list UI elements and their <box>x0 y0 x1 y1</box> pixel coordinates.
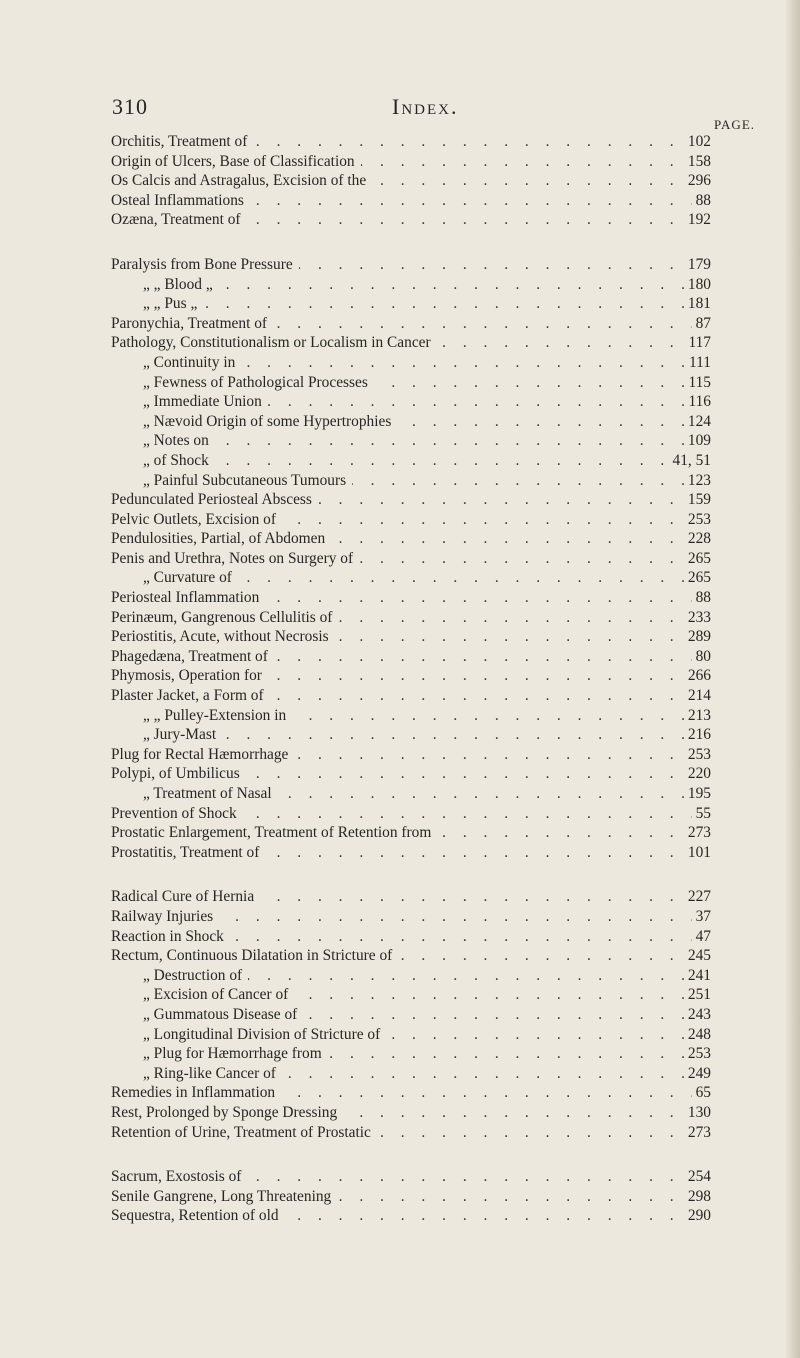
index-entry <box>111 255 711 275</box>
entry-page-number: 273 <box>684 1123 711 1143</box>
entry-text: Prevention of Shock <box>111 804 243 824</box>
entry-page-number: 289 <box>684 627 711 647</box>
index-entry <box>111 1206 711 1226</box>
entry-text: „ Destruction of <box>143 966 248 986</box>
index-section <box>111 1167 711 1226</box>
index-entry <box>111 966 711 986</box>
index-entry <box>111 725 711 745</box>
entry-page-number: 298 <box>684 1187 711 1207</box>
entry-text: „ Continuity in <box>143 353 241 373</box>
entry-page-number: 55 <box>692 804 711 824</box>
index-entry <box>111 191 711 211</box>
entry-text: „ Longitudinal Division of Stricture of <box>143 1025 386 1045</box>
index-entry <box>111 333 711 353</box>
entry-page-number: 88 <box>692 191 711 211</box>
entry-text: Radical Cure of Hernia <box>111 887 260 907</box>
index-entry <box>111 627 711 647</box>
index-entry <box>111 529 711 549</box>
page-number: 310 <box>112 94 148 119</box>
index-entry <box>111 314 711 334</box>
dot-leader <box>143 451 711 471</box>
entry-text: Rest, Prolonged by Sponge Dressing <box>111 1103 343 1123</box>
entry-page-number: 253 <box>684 745 711 765</box>
index-entry <box>111 843 711 863</box>
entry-text: „ Jury-Mast <box>143 725 222 745</box>
index-entry <box>111 608 711 628</box>
entry-text: Os Calcis and Astragalus, Excision of the <box>111 171 372 191</box>
entry-text: „ Plug for Hæmorrhage from <box>143 1044 328 1064</box>
index-entry <box>111 171 711 191</box>
entry-text: Origin of Ulcers, Base of Classification <box>111 152 361 172</box>
entry-page-number: 290 <box>684 1206 711 1226</box>
entry-page-number: 115 <box>684 373 711 393</box>
entry-page-number: 273 <box>684 823 711 843</box>
entry-page-number: 37 <box>692 907 711 927</box>
entry-page-number: 123 <box>684 471 711 491</box>
index-entry <box>111 907 711 927</box>
index-entry <box>111 1005 711 1025</box>
index-entry <box>111 353 711 373</box>
entry-page-number: 87 <box>692 314 711 334</box>
entry-page-number: 213 <box>684 706 711 726</box>
entry-text: Plug for Rectal Hæmorrhage <box>111 745 294 765</box>
index-entry <box>111 1167 711 1187</box>
entry-text: Polypi, of Umbilicus <box>111 764 246 784</box>
index-entry <box>111 887 711 907</box>
index-entry <box>111 152 711 172</box>
entry-page-number: 266 <box>684 666 711 686</box>
entry-page-number: 65 <box>692 1083 711 1103</box>
index-entry <box>111 1044 711 1064</box>
entry-text: „ „ Pus „ <box>143 294 203 314</box>
entry-page-number: 124 <box>684 412 711 432</box>
entry-text: Sacrum, Exostosis of <box>111 1167 247 1187</box>
entry-text: „ Nævoid Origin of some Hypertrophies <box>143 412 397 432</box>
entry-text: „ „ Blood „ <box>143 275 219 295</box>
entry-page-number: 296 <box>684 171 711 191</box>
entry-page-number: 80 <box>692 647 711 667</box>
entry-text: Periosteal Inflammation <box>111 588 265 608</box>
entry-text: Phymosis, Operation for <box>111 666 268 686</box>
entry-page-number: 216 <box>684 725 711 745</box>
entry-page-number: 251 <box>684 985 711 1005</box>
entry-text: Paronychia, Treatment of <box>111 314 273 334</box>
entry-page-number: 130 <box>684 1103 711 1123</box>
index-entry <box>111 588 711 608</box>
entry-text: Phagedæna, Treatment of <box>111 647 274 667</box>
running-head: Index. <box>392 94 459 119</box>
entry-text: Osteal Inflammations <box>111 191 250 211</box>
index-entry <box>111 686 711 706</box>
section-gap <box>111 862 711 887</box>
entry-text: Remedies in Inflammation <box>111 1083 281 1103</box>
entry-page-number: 109 <box>684 431 711 451</box>
entry-text: Rectum, Continuous Dilatation in Stricture of <box>111 946 398 966</box>
index-section <box>111 132 711 230</box>
entry-page-number: 192 <box>684 210 711 230</box>
entry-page-number: 195 <box>684 784 711 804</box>
entry-text: „ Ring-like Cancer of <box>143 1064 282 1084</box>
entry-page-number: 101 <box>684 843 711 863</box>
entry-text: Pedunculated Periosteal Abscess <box>111 490 318 510</box>
entry-text: „ Painful Subcutaneous Tumours <box>143 471 352 491</box>
index-entry <box>111 1025 711 1045</box>
entry-text: Perinæum, Gangrenous Cellulitis of <box>111 608 338 628</box>
index-entry <box>111 392 711 412</box>
section-gap <box>111 230 711 255</box>
entry-text: „ of Shock <box>143 451 215 471</box>
section-gap <box>111 1142 711 1167</box>
entry-page-number: 111 <box>685 353 711 373</box>
index-entry <box>111 764 711 784</box>
index-entry <box>111 985 711 1005</box>
index-entry <box>111 549 711 569</box>
entry-text: „ Excision of Cancer of <box>143 985 294 1005</box>
entry-page-number: 233 <box>684 608 711 628</box>
entry-text: Pathology, Constitutionalism or Localism in Cancer <box>111 333 437 353</box>
index-entry <box>111 706 711 726</box>
entry-text: Retention of Urine, Treatment of Prostatic <box>111 1123 377 1143</box>
entry-text: Pendulosities, Partial, of Abdomen <box>111 529 331 549</box>
entry-page-number: 102 <box>684 132 711 152</box>
entry-text: „ Immediate Union <box>143 392 268 412</box>
index-entry <box>111 784 711 804</box>
entry-text: „ Gummatous Disease of <box>143 1005 303 1025</box>
entry-text: „ Treatment of Nasal <box>143 784 278 804</box>
entry-page-number: 265 <box>684 568 711 588</box>
index-entry <box>111 1103 711 1123</box>
entry-text: „ Fewness of Pathological Processes <box>143 373 374 393</box>
entry-text: Ozæna, Treatment of <box>111 210 247 230</box>
entry-page-number: 214 <box>684 686 711 706</box>
entry-page-number: 243 <box>684 1005 711 1025</box>
entry-page-number: 88 <box>692 588 711 608</box>
index-entry <box>111 412 711 432</box>
index-entry <box>111 373 711 393</box>
index-entry <box>111 1187 711 1207</box>
index-entry <box>111 745 711 765</box>
index-section <box>111 887 711 1142</box>
index-entry <box>111 451 711 471</box>
entry-page-number: 248 <box>684 1025 711 1045</box>
entry-page-number: 228 <box>684 529 711 549</box>
index-entry <box>111 946 711 966</box>
entry-page-number: 116 <box>684 392 711 412</box>
dot-leader <box>143 725 711 745</box>
entry-text: „ Curvature of <box>143 568 238 588</box>
entry-page-number: 253 <box>684 1044 711 1064</box>
entry-page-number: 265 <box>684 549 711 569</box>
entry-text: Railway Injuries <box>111 907 219 927</box>
entry-page-number: 227 <box>684 887 711 907</box>
entry-page-number: 254 <box>684 1167 711 1187</box>
index-entry <box>111 1083 711 1103</box>
dot-leader <box>143 431 711 451</box>
entry-page-number: 180 <box>684 275 711 295</box>
entry-page-number: 179 <box>684 255 711 275</box>
entry-text: Orchitis, Treatment of <box>111 132 253 152</box>
index-entry <box>111 647 711 667</box>
entry-text: Prostatic Enlargement, Treatment of Retention from <box>111 823 437 843</box>
index-section <box>111 255 711 862</box>
entry-text: Pelvic Outlets, Excision of <box>111 510 282 530</box>
index-entry <box>111 490 711 510</box>
entry-page-number: 41, 51 <box>669 451 711 471</box>
entry-text: Reaction in Shock <box>111 927 230 947</box>
index-entry <box>111 431 711 451</box>
entry-page-number: 181 <box>684 294 711 314</box>
index-entry <box>111 275 711 295</box>
entry-text: Plaster Jacket, a Form of <box>111 686 270 706</box>
page-column-heading: PAGE. <box>714 117 756 132</box>
entry-page-number: 253 <box>684 510 711 530</box>
entry-text: „ „ Pulley-Extension in <box>143 706 292 726</box>
entry-page-number: 158 <box>684 152 711 172</box>
index-entry <box>111 1123 711 1143</box>
index-entry <box>111 1064 711 1084</box>
index-entry <box>111 823 711 843</box>
index-entry <box>111 666 711 686</box>
index-entry <box>111 510 711 530</box>
index-entry <box>111 568 711 588</box>
entry-page-number: 159 <box>684 490 711 510</box>
entry-page-number: 117 <box>684 333 711 353</box>
index-entries <box>111 132 711 1226</box>
entry-text: Sequestra, Retention of old <box>111 1206 285 1226</box>
entry-page-number: 241 <box>684 966 711 986</box>
entry-text: Prostatitis, Treatment of <box>111 843 265 863</box>
entry-text: Penis and Urethra, Notes on Surgery of <box>111 549 359 569</box>
index-entry <box>111 804 711 824</box>
dot-leader <box>143 275 711 295</box>
entry-page-number: 249 <box>684 1064 711 1084</box>
entry-text: Periostitis, Acute, without Necrosis <box>111 627 335 647</box>
dot-leader <box>143 294 711 314</box>
page-header <box>112 94 692 124</box>
entry-page-number: 220 <box>684 764 711 784</box>
entry-text: Paralysis from Bone Pressure <box>111 255 299 275</box>
entry-page-number: 245 <box>684 946 711 966</box>
index-entry <box>111 210 711 230</box>
index-entry <box>111 132 711 152</box>
entry-text: „ Notes on <box>143 431 215 451</box>
index-entry <box>111 471 711 491</box>
entry-text: Senile Gangrene, Long Threatening <box>111 1187 337 1207</box>
index-entry <box>111 927 711 947</box>
entry-page-number: 47 <box>692 927 711 947</box>
index-entry <box>111 294 711 314</box>
